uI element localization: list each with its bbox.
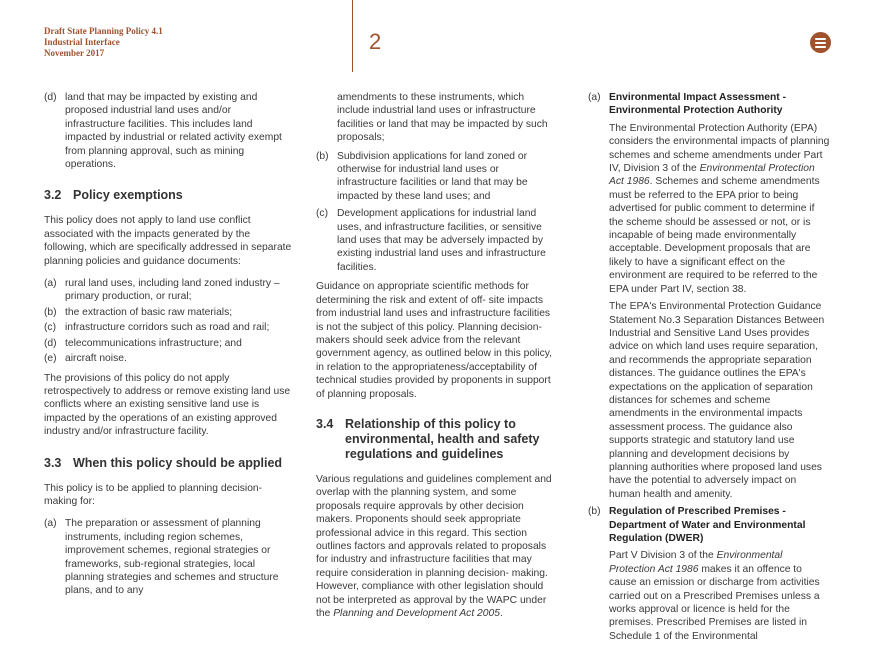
list-item — [44, 517, 292, 597]
text-run: Various regulations and guidelines complement and overlap with the planning system, and some proposals require approvals by other decision makers. Proponents should seek appropriate professional advice in this regard. This section outlines factors and approvals related to proposals for industry and infrastructure facilities that may require consideration in planning decision- making. However, compliance with other legislation should not be interpreted as approval by the WAPC under the — [316, 473, 552, 619]
list-text: telecommunications infrastructure; and — [65, 337, 242, 349]
hamburger-menu-icon[interactable] — [810, 32, 831, 53]
list-text: Development applications for industrial land uses, and infrastructure facilities, or sensitive land uses that may be adversely impacted by existing industrial land uses and infrastructure facilities. — [337, 208, 546, 273]
doc-title-line2: Industrial Interface — [44, 37, 120, 47]
list-marker: (a) — [588, 92, 601, 103]
list-item — [588, 91, 830, 501]
text-run: . Schemes and scheme amendments must be referred to the EPA prior to being advertised for public comment to determine if the scheme should be assessed or not, or is incapable of being made environmentally acceptable. Development proposals that are likely to have a significant effect on the environment are required to be referred to the EPA under Part IV, section 38. — [609, 176, 820, 295]
doc-date: November 2017 — [44, 48, 105, 58]
paragraph: This policy does not apply to land use conflict associated with the impacts generated by the following, which are specifically addressed in separate planning policies and guidance documents: — [44, 215, 292, 267]
act-title: Planning and Development Act 2005 — [333, 608, 500, 619]
column-1 — [44, 91, 292, 600]
list-item — [588, 505, 830, 643]
list-item — [44, 337, 292, 350]
list-item — [316, 150, 558, 204]
list-text: infrastructure corridors such as road and rail; — [65, 322, 270, 334]
list-marker: (b) — [316, 150, 329, 162]
paragraph — [609, 549, 830, 643]
list-text: the extraction of basic raw materials; — [65, 306, 233, 318]
section-heading-3-2 — [44, 188, 292, 203]
act-title: Environmental Protection Act 1986 — [609, 163, 815, 188]
page-number: 2 — [369, 29, 382, 54]
list-item — [44, 321, 292, 334]
section-heading-3-4 — [316, 417, 558, 462]
section-title: When this policy should be applied — [73, 455, 283, 470]
list-text: rural land uses, including land zoned industry – primary production, or rural; — [65, 278, 280, 303]
list-marker: (d) — [44, 337, 57, 349]
list-item — [44, 277, 292, 304]
list-text: Subdivision applications for land zoned or otherwise for industrial land uses or infrastructure facilities or land that may be impacted by these land uses; and — [337, 150, 528, 202]
list-text: aircraft noise. — [65, 353, 127, 365]
paragraph — [316, 473, 558, 620]
column-3 — [588, 91, 830, 647]
paragraph: The provisions of this policy do not apply retrospectively to address or remove existing land use conflicts where an existing sensitive land use is impacted by the operations of an existing approved industry and/or infrastructure facility. — [44, 372, 291, 438]
paragraph: This policy is to be applied to planning decision-making for: — [44, 482, 263, 507]
column-2 — [316, 91, 558, 629]
list-item — [316, 207, 558, 274]
item-title: Environmental Impact Assessment - Environmental Protection Authority — [609, 92, 787, 117]
paragraph: Guidance on appropriate scientific methods for determining the risk and extent of off- site impacts from industrial land uses and infrastructure facilities is not the subject of this policy. Planning decision-makers should seek advice from the relevant government agency, as outlined below in this policy, in relation to the appropriateness/acceptability of technical studies provided by proponents in support of planning proposals. — [316, 281, 553, 400]
text-run: makes it an offence to cause an emission or discharge from activities carried out on a Prescribed Premises unless a works approval or licence is held for the premises. Prescribed Premises are listed in Schedule 1 of the Environmental — [609, 563, 820, 642]
list-text: The preparation or assessment of planning instruments, including region schemes, improvement schemes, regional strategies or frameworks, sub-regional strategies, local planning strategies and schemes and structure plans, and to any — [65, 518, 279, 597]
list-item — [44, 352, 292, 365]
list-item — [44, 306, 292, 319]
section-title: Policy exemptions — [73, 188, 183, 203]
list-marker: (d) — [44, 92, 57, 103]
list-marker: (b) — [44, 306, 57, 318]
list-continuation: amendments to these instruments, which include industrial land uses or infrastructure facilities or land that may be impacted by such proposals; — [337, 92, 548, 144]
list-marker: (c) — [44, 322, 57, 334]
doc-title-line1: Draft State Planning Policy 4.1 — [44, 26, 163, 36]
text-run: . — [499, 608, 503, 619]
header-divider — [352, 0, 353, 72]
list-marker: (b) — [588, 506, 601, 518]
section-number: 3.2 — [44, 188, 62, 203]
section-number: 3.4 — [316, 416, 334, 431]
list-marker: (c) — [316, 208, 329, 220]
section-number: 3.3 — [44, 455, 62, 470]
paragraph: The EPA's Environmental Protection Guidance Statement No.3 Separation Distances Between Industrial and Sensitive Land Uses provides advice on which land uses require separation, and recommends the appropriate separation distances. The guidance outlines the EPA's expectations on the application of separation distances for schemes and scheme amendments in the environmental impacts assessment process. The guidance also supports strategic and statutory land use planning and development decisions by planning authorities where proposed land uses have the potential to adversely impact on human health and amenity. — [609, 301, 825, 500]
paragraph — [609, 122, 830, 296]
section-heading-3-3 — [44, 456, 292, 471]
list-item — [44, 91, 292, 171]
item-title: Regulation of Prescribed Premises - Department of Water and Environmental Regulation (DWER) — [609, 506, 806, 544]
text-run: Part V Division 3 of the — [609, 550, 717, 562]
list-marker: (a) — [44, 278, 57, 290]
list-marker: (e) — [44, 353, 57, 365]
document-header — [44, 26, 163, 59]
text-run: The Environmental Protection Authority (EPA) considers the environmental impacts of planning schemes and scheme amendments under Part IV, Division 3 of the — [609, 122, 830, 175]
section-title: Relationship of this policy to environmental, health and safety regulations and guidelines — [345, 416, 540, 461]
list-marker: (a) — [44, 518, 57, 530]
act-title: Environmental Protection Act 1986 — [609, 550, 783, 575]
list-text: land that may be impacted by existing and proposed industrial land uses and/or infrastructure facilities. This includes land impacted by industrial or related activity exempt from planning approval, such as mining operations. — [65, 92, 282, 171]
